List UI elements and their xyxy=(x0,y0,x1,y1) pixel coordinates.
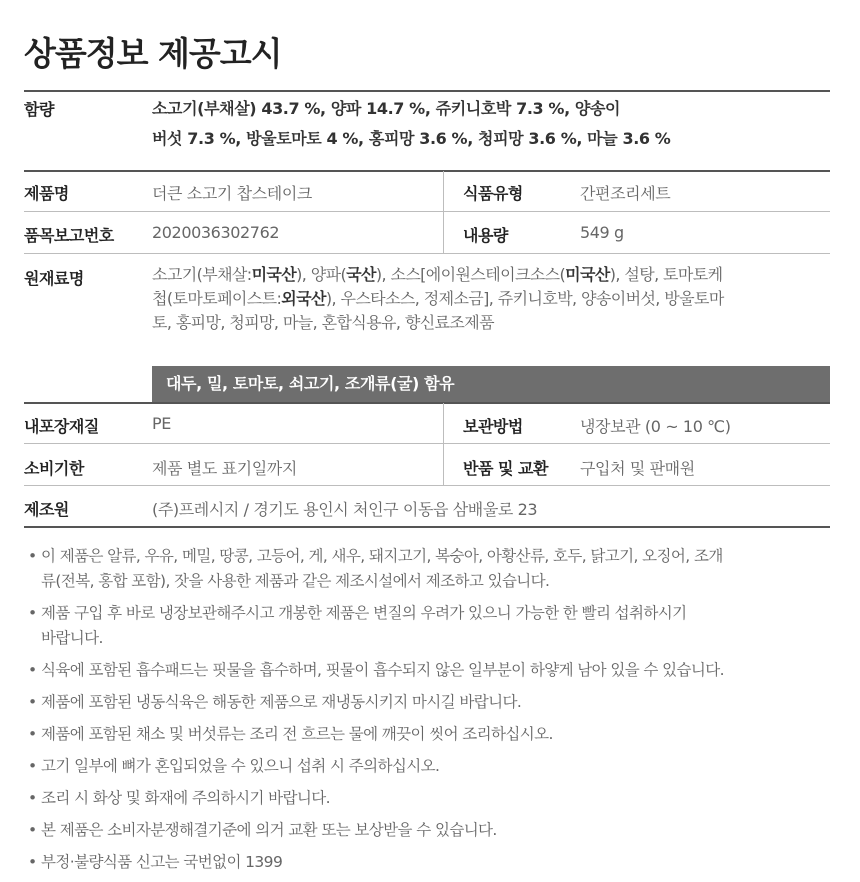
note-item xyxy=(28,786,838,811)
note-line: 본 제품은 소비자분쟁해결기준에 의거 교환 또는 보상받을 수 있습니다. xyxy=(41,821,497,839)
note-text xyxy=(41,658,838,683)
bullet: • xyxy=(28,821,37,839)
bullet: • xyxy=(28,789,37,807)
content-divider xyxy=(24,170,830,172)
note-line: 류(전복, 홍합 포함), 잣을 사용한 제품과 같은 제조시설에서 제조하고 있습니다. xyxy=(41,572,550,590)
column-divider xyxy=(443,171,444,253)
expiry-label: 소비기한 xyxy=(24,459,84,478)
volume-value: 549 g xyxy=(580,223,624,242)
returns-label: 반품 및 교환 xyxy=(463,459,548,478)
bullet: • xyxy=(28,757,37,775)
manufacturer-label: 제조원 xyxy=(24,500,69,519)
note-item xyxy=(28,754,838,779)
note-item xyxy=(28,818,838,843)
product-name-value: 더큰 소고기 찹스테이크 xyxy=(152,184,312,203)
row-divider xyxy=(24,485,830,486)
notes-list xyxy=(28,544,838,882)
content-label: 함량 xyxy=(24,100,54,119)
packaging-value: PE xyxy=(152,414,171,433)
note-text xyxy=(41,601,838,651)
note-text xyxy=(41,754,838,779)
origin-country: 미국산 xyxy=(251,265,297,284)
note-line: 부정·불량식품 신고는 국번없이 1399 xyxy=(41,853,283,871)
section-divider xyxy=(24,402,830,404)
ingredient-text: ), 우스타소스, 정제소금], 쥬키니호박, 양송이버섯, 방울토마 xyxy=(325,289,724,308)
top-divider xyxy=(24,90,830,92)
raw-materials-line-3 xyxy=(152,311,827,335)
food-type-value: 간편조리세트 xyxy=(580,184,671,203)
volume-label: 내용량 xyxy=(463,226,508,245)
bullet: • xyxy=(28,693,37,711)
ingredient-text: ), 양파( xyxy=(296,265,347,284)
bottom-divider xyxy=(24,526,830,528)
note-text xyxy=(41,722,838,747)
row-divider xyxy=(24,211,830,212)
ingredient-text: ), 소스[에이원스테이크소스( xyxy=(375,265,566,284)
origin-country: 국산 xyxy=(346,265,376,284)
origin-country: 미국산 xyxy=(565,265,610,284)
content-line-1: 소고기(부채살) 43.7 %, 양파 14.7 %, 쥬키니호박 7.3 %, 양송이 xyxy=(152,99,621,118)
note-text xyxy=(41,786,838,811)
bullet: • xyxy=(28,853,37,871)
note-line: 제품에 포함된 채소 및 버섯류는 조리 전 흐르는 물에 깨끗이 씻어 조리하십시오. xyxy=(41,725,553,743)
product-name-label: 제품명 xyxy=(24,184,69,203)
allergen-banner: 대두, 밀, 토마토, 쇠고기, 조개류(굴) 함유 xyxy=(152,366,830,402)
report-number-label: 품목보고번호 xyxy=(24,226,114,245)
bullet: • xyxy=(28,547,37,565)
ingredient-text: 소고기(부채살: xyxy=(152,265,252,284)
ingredient-text: 토, 홍피망, 청피망, 마늘, 혼합식용유, 향신료조제품 xyxy=(152,313,494,332)
note-line: 이 제품은 알류, 우유, 메밀, 땅콩, 고등어, 게, 새우, 돼지고기, 복숭아, 아황산류, 호두, 닭고기, 오징어, 조개 xyxy=(41,547,723,565)
report-number-value: 2020036302762 xyxy=(152,223,280,242)
note-item xyxy=(28,544,838,594)
bullet: • xyxy=(28,604,37,622)
ingredient-text: 첩(토마토페이스트: xyxy=(152,289,282,308)
note-item xyxy=(28,722,838,747)
note-item xyxy=(28,850,838,875)
note-line: 조리 시 화상 및 화재에 주의하시기 바랍니다. xyxy=(41,789,331,807)
page-title: 상품정보 제공고시 xyxy=(24,34,282,73)
manufacturer-value: (주)프레시지 / 경기도 용인시 처인구 이동읍 삼배울로 23 xyxy=(152,500,538,519)
food-type-label: 식품유형 xyxy=(463,184,523,203)
note-line: 식육에 포함된 흡수패드는 핏물을 흡수하며, 핏물이 흡수되지 않은 일부분이 하얗게 남아 있을 수 있습니다. xyxy=(41,661,724,679)
content-line-2: 버섯 7.3 %, 방울토마토 4 %, 홍피망 3.6 %, 청피망 3.6 %, 마늘 3.6 % xyxy=(152,129,671,148)
expiry-value: 제품 별도 표기일까지 xyxy=(152,459,297,478)
bullet: • xyxy=(28,661,37,679)
note-line: 고기 일부에 뼈가 혼입되었을 수 있으니 섭취 시 주의하십시오. xyxy=(41,757,440,775)
note-item xyxy=(28,690,838,715)
note-line: 제품에 포함된 냉동식육은 해동한 제품으로 재냉동시키지 마시길 바랍니다. xyxy=(41,693,522,711)
returns-value: 구입처 및 판매원 xyxy=(580,459,695,478)
note-text xyxy=(41,690,838,715)
bullet: • xyxy=(28,725,37,743)
note-item xyxy=(28,601,838,651)
raw-materials-line-1 xyxy=(152,263,827,287)
origin-country: 외국산 xyxy=(281,289,326,308)
note-text xyxy=(41,544,838,594)
column-divider xyxy=(443,403,444,485)
raw-materials-value xyxy=(152,263,827,335)
note-item xyxy=(28,658,838,683)
row-divider xyxy=(24,253,830,254)
packaging-label: 내포장재질 xyxy=(24,417,99,436)
storage-label: 보관방법 xyxy=(463,417,523,436)
note-text xyxy=(41,818,838,843)
raw-materials-line-2 xyxy=(152,287,827,311)
ingredient-text: ), 설탕, 토마토케 xyxy=(609,265,723,284)
note-line: 제품 구입 후 바로 냉장보관해주시고 개봉한 제품은 변질의 우려가 있으니 가능한 한 빨리 섭취하시기 xyxy=(41,604,687,622)
content-value xyxy=(152,94,822,154)
row-divider xyxy=(24,443,830,444)
raw-materials-label: 원재료명 xyxy=(24,269,84,288)
note-line: 바랍니다. xyxy=(41,629,103,647)
storage-value: 냉장보관 (0 ~ 10 ℃) xyxy=(580,417,731,436)
note-text xyxy=(41,850,838,875)
